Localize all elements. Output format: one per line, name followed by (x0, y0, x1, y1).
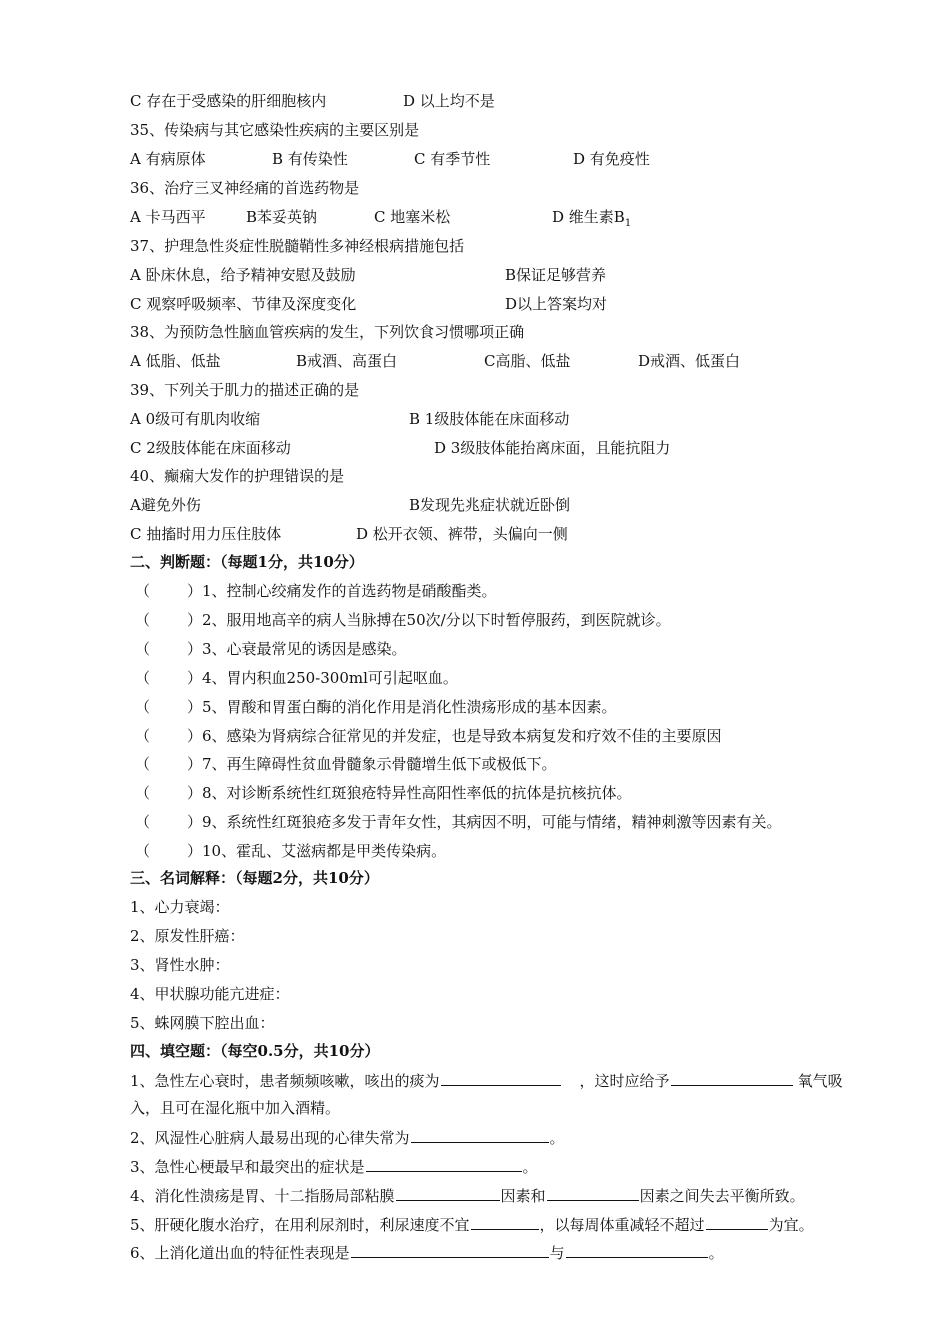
q36-option-a: A 卡马西平 (130, 208, 206, 226)
q39-option-a: A 0级可有肌肉收缩 (130, 410, 261, 428)
fill-q3-line (130, 1154, 538, 1178)
fill-q6-line (130, 1240, 724, 1264)
fill-q3-text-2: 。 (522, 1158, 538, 1176)
fill-q2-text-2: 。 (549, 1129, 565, 1147)
q38-stem: 38、为预防急性脑血管疾病的发生，下列饮食习惯哪项正确 (130, 323, 525, 341)
term-item: 5、蛛网膜下腔出血： (130, 1014, 275, 1032)
q38-option-a: A 低脂、低盐 (130, 352, 221, 370)
fill-q6-text-1: 6、上消化道出血的特征性表现是 (130, 1244, 350, 1262)
q37-option-c: C 观察呼吸频率、节律及深度变化 (130, 295, 357, 313)
fill-q5-line (130, 1212, 814, 1236)
answer-paren-open[interactable]: （ (135, 582, 151, 600)
true-false-statement: ）10、霍乱、艾滋病都是甲类传染病。 (187, 842, 447, 860)
q39-option-c: C 2级肢体能在床面移动 (130, 439, 291, 457)
q34-option-d: D 以上均不是 (403, 92, 495, 110)
fill-q1-text-2: ，这时应给予 (579, 1072, 670, 1090)
q36-stem: 36、治疗三叉神经痛的首选药物是 (130, 179, 360, 197)
true-false-statement: ）7、再生障碍性贫血骨髓象示骨髓增生低下或极低下。 (187, 755, 557, 773)
q36-option-d (552, 205, 631, 236)
answer-paren-open[interactable]: （ (135, 611, 151, 629)
answer-paren-open[interactable]: （ (135, 784, 151, 802)
q36-option-c: C 地塞米松 (374, 208, 451, 226)
true-false-statement: ）1、控制心绞痛发作的首选药物是硝酸酯类。 (187, 582, 497, 600)
fill-q4-text-2: 因素和 (500, 1187, 546, 1205)
true-false-statement: ）8、对诊断系统性红斑狼疮特异性高阳性率低的抗体是抗核抗体。 (187, 784, 632, 802)
true-false-statement: ）9、系统性红斑狼疮多发于青年女性，其病因不明，可能与情绪，精神刺激等因素有关。 (187, 813, 782, 831)
fill-q2-blank-1[interactable] (411, 1125, 549, 1143)
fill-q5-text-1: 5、肝硬化腹水治疗，在用利尿剂时，利尿速度不宜 (130, 1216, 470, 1234)
term-item: 1、心力衰竭： (130, 898, 230, 916)
q37-option-a: A 卧床休息，给予精神安慰及鼓励 (130, 266, 356, 284)
fill-q5-blank-1[interactable] (471, 1212, 539, 1230)
fill-q1-blank-1[interactable] (441, 1068, 561, 1086)
q40-option-d: D 松开衣领、裤带，头偏向一侧 (356, 525, 568, 543)
fill-q5-text-2: ，以每周体重减轻不超过 (539, 1216, 705, 1234)
answer-paren-open[interactable]: （ (135, 640, 151, 658)
fill-q6-blank-2[interactable] (566, 1240, 708, 1258)
true-false-statement: ）4、胃内积血250-300ml可引起呕血。 (187, 669, 458, 687)
q40-option-a: A避免外伤 (130, 496, 201, 514)
fill-q6-blank-1[interactable] (351, 1240, 549, 1258)
q38-option-d: D戒酒、低蛋白 (638, 352, 741, 370)
q39-option-d: D 3级肢体能抬离床面，且能抗阻力 (434, 439, 671, 457)
q40-option-b: B发现先兆症状就近卧倒 (409, 496, 571, 514)
q37-option-b: B保证足够营养 (505, 266, 607, 284)
q35-option-b: B 有传染性 (272, 150, 348, 168)
q40-stem: 40、癫痫大发作的护理错误的是 (130, 467, 345, 485)
term-item: 3、肾性水肿： (130, 956, 230, 974)
fill-q5-text-3: 为宜。 (768, 1216, 814, 1234)
fill-q4-text-1: 4、消化性溃疡是胃、十二指肠局部粘膜 (130, 1187, 395, 1205)
term-item: 4、甲状腺功能亢进症： (130, 985, 290, 1003)
fill-q4-line (130, 1183, 805, 1207)
fill-q1-line-1 (130, 1068, 843, 1092)
fill-q2-text-1: 2、风湿性心脏病人最易出现的心律失常为 (130, 1129, 410, 1147)
q39-stem: 39、下列关于肌力的描述正确的是 (130, 381, 360, 399)
answer-paren-open[interactable]: （ (135, 698, 151, 716)
true-false-statement: ）5、胃酸和胃蛋白酶的消化作用是消化性溃疡形成的基本因素。 (187, 698, 617, 716)
fill-q4-blank-2[interactable] (547, 1183, 639, 1201)
fill-q1-text-3: 氧气吸 (797, 1072, 843, 1090)
q36-option-d-text: D 维生素B (552, 208, 625, 226)
q38-option-b: B戒酒、高蛋白 (296, 352, 398, 370)
fill-q6-text-3: 。 (708, 1244, 724, 1262)
true-false-statement: ）6、感染为肾病综合征常见的并发症，也是导致本病复发和疗效不佳的主要原因 (187, 727, 722, 745)
answer-paren-open[interactable]: （ (135, 669, 151, 687)
q34-option-c: C 存在于受感染的肝细胞核内 (130, 92, 327, 110)
q35-option-c: C 有季节性 (414, 150, 491, 168)
fill-q3-text-1: 3、急性心梗最早和最突出的症状是 (130, 1158, 365, 1176)
fill-q4-blank-1[interactable] (396, 1183, 500, 1201)
fill-q1-line-2: 入，且可在湿化瓶中加入酒精。 (130, 1099, 341, 1117)
true-false-statement: ）3、心衰最常见的诱因是感染。 (187, 640, 407, 658)
fill-q3-blank-1[interactable] (366, 1154, 522, 1172)
fill-q1-text-1: 1、急性左心衰时，患者频频咳嗽，咳出的痰为 (130, 1072, 440, 1090)
q37-stem: 37、护理急性炎症性脱髓鞘性多神经根病措施包括 (130, 237, 465, 255)
section-heading-true-false: 二、判断题：（每题1分，共10分） (130, 553, 364, 571)
fill-q4-text-3: 因素之间失去平衡所致。 (639, 1187, 805, 1205)
fill-q5-blank-2[interactable] (706, 1212, 768, 1230)
answer-paren-open[interactable]: （ (135, 755, 151, 773)
fill-q1-blank-2[interactable] (671, 1068, 793, 1086)
term-item: 2、原发性肝癌： (130, 927, 245, 945)
answer-paren-open[interactable]: （ (135, 842, 151, 860)
q36-option-b: B苯妥英钠 (246, 208, 318, 226)
section-heading-terms: 三、名词解释：（每题2分，共10分） (130, 869, 379, 887)
fill-q2-line (130, 1125, 565, 1149)
q36-option-d-subscript: 1 (624, 218, 632, 229)
true-false-statement: ）2、服用地高辛的病人当脉搏在50次/分以下时暂停服药，到医院就诊。 (187, 611, 671, 629)
q39-option-b: B 1级肢体能在床面移动 (409, 410, 570, 428)
q35-stem: 35、传染病与其它感染性疾病的主要区别是 (130, 121, 420, 139)
q37-option-d: D以上答案均对 (505, 295, 608, 313)
q35-option-a: A 有病原体 (130, 150, 206, 168)
q40-option-c: C 抽搐时用力压住肢体 (130, 525, 282, 543)
answer-paren-open[interactable]: （ (135, 813, 151, 831)
q38-option-c: C高脂、低盐 (484, 352, 571, 370)
answer-paren-open[interactable]: （ (135, 727, 151, 745)
q35-option-d: D 有免疫性 (573, 150, 650, 168)
section-heading-fill-blank: 四、填空题：（每空0.5分，共10分） (130, 1042, 380, 1060)
fill-q6-text-2: 与 (549, 1244, 565, 1262)
